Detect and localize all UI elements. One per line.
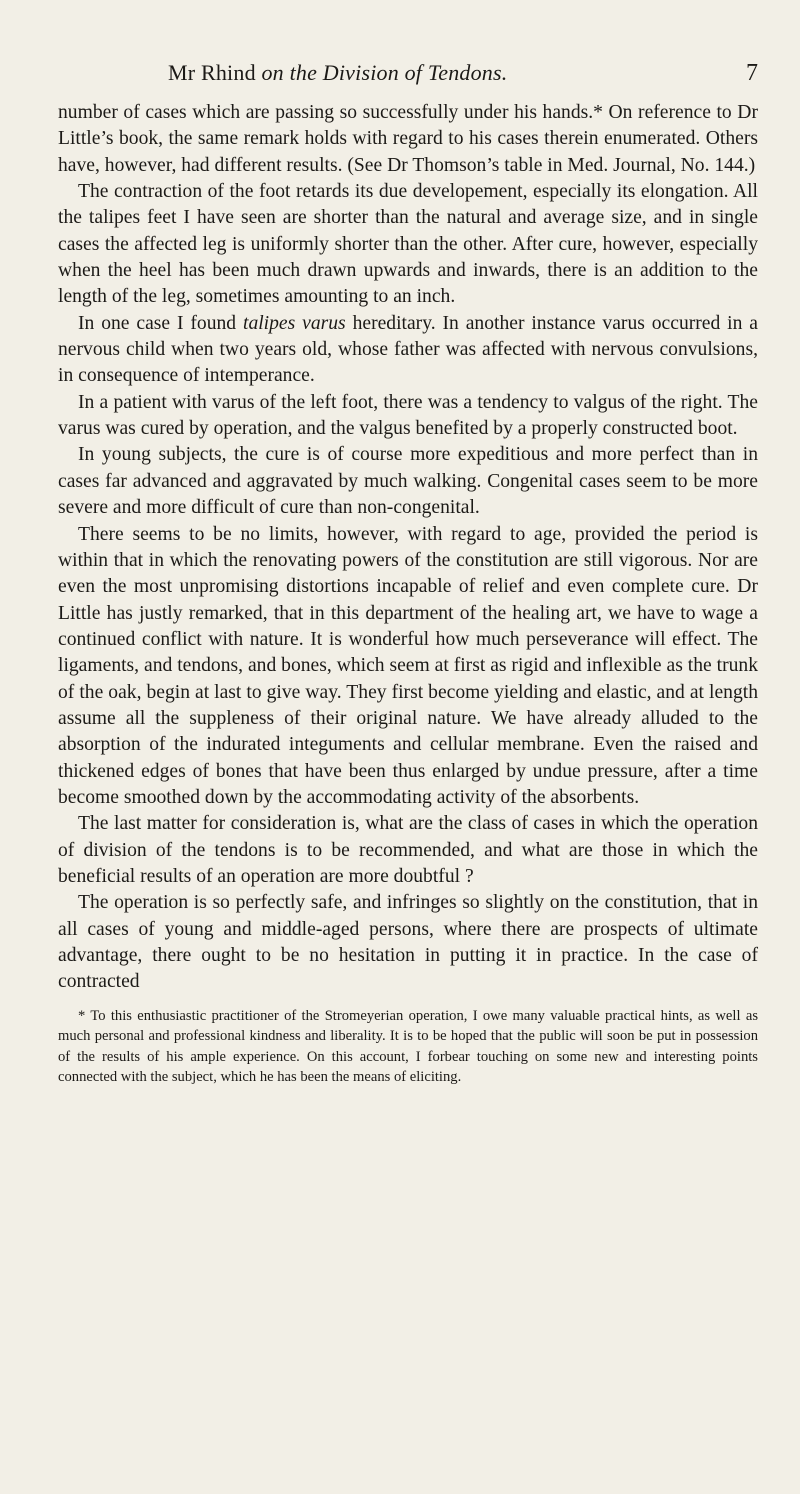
- running-head-title: [168, 60, 726, 86]
- paragraph: The contraction of the foot retards its due developement, especially its elongation. All the talipes feet I have seen are shorter than the natural and average size, and in single cases the affected leg is uniformly shorter than the other. After cure, however, especially when the heel has been much drawn upwards and inwards, there is an addition to the length of the leg, sometimes amounting to an inch.: [58, 181, 758, 308]
- paragraph: number of cases which are passing so successfully under his hands.* On reference to Dr Little’s book, the same remark holds with regard to his cases therein enumerated. Others have, however, had different results. (See Dr Thomson’s table in Med. Journal, No. 144.): [58, 102, 758, 176]
- paragraph: In a patient with varus of the left foot, there was a tendency to valgus of the right. The varus was cured by operation, and the valgus benefited by a properly constructed boot.: [58, 391, 758, 440]
- page-number: 7: [746, 60, 758, 86]
- paragraph: The last matter for consideration is, what are the class of cases in which the operation of division of the tendons is to be recommended, and what are those in which the beneficial results of an operation are more doubtful ?: [58, 813, 758, 887]
- italic-term: talipes varus: [243, 312, 346, 334]
- running-head-author: Mr Rhind: [168, 60, 256, 85]
- footnote: * To this enthusiastic practitioner of the Stromeyerian operation, I owe many valuable practical hints, as well as much personal and professional kindness and liberality. It is to be hoped that the public will soon be put in possession of the results of his ample experience. On this account, I forbear touching on some new and interesting points connected with the subject, which he has been the means of eliciting.: [58, 1007, 758, 1086]
- paragraph: In young subjects, the cure is of course more expeditious and more perfect than in cases far advanced and aggravated by much walking. Congenital cases seem to be more severe and more difficult of cure than non-congenital.: [58, 444, 758, 519]
- page: [58, 60, 758, 1088]
- paragraph-hereditary: In one case I found talipes varus hereditary. In another instance varus occurred in a nervous child when two years old, whose father was affected with nervous convulsions, in consequence of intemperance.: [58, 312, 758, 387]
- running-head: [168, 60, 758, 94]
- body-text: [58, 100, 758, 996]
- paragraph: There seems to be no limits, however, with regard to age, provided the period is within that in which the renovating powers of the constitution are still vigorous. Nor are even the most unpromising distortions incapable of relief and even complete cure. Dr Little has justly remarked, that in this department of the healing art, we have to wage a continued conflict with nature. It is wonderful how much perseverance will effect. The ligaments, and tendons, and bones, which seem at first as rigid and inflexible as the trunk of the oak, begin at last to give way. They first become yielding and elastic, and at length assume all the suppleness of their original nature. We have already alluded to the absorption of the indurated integuments and cellular membrane. Even the raised and thickened edges of bones that have been thus enlarged by undue pressure, after a time become smoothed down by the accommodating activity of the absorbents.: [58, 523, 758, 808]
- running-head-subject: on the Division of Tendons.: [261, 60, 508, 85]
- paragraph: The operation is so perfectly safe, and infringes so slightly on the constitution, that in all cases of young and middle-aged persons, where there are prospects of ultimate advantage, there ought to be no hesitation in putting it in practice. In the case of contracted: [58, 892, 758, 993]
